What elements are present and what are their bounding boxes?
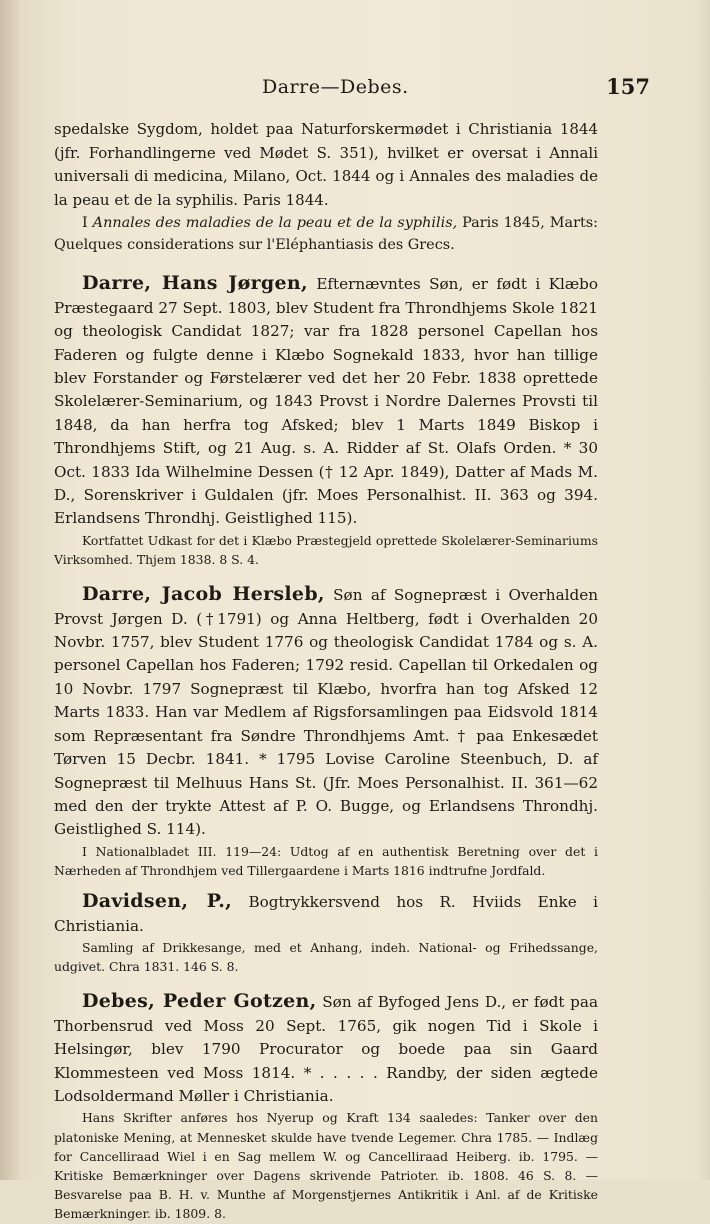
entry-name: Debes, Peder Gotzen, (82, 990, 317, 1013)
entry-text (54, 890, 598, 938)
entry-text (54, 272, 598, 530)
entry-name: Davidsen, P., (82, 890, 233, 913)
entry (54, 990, 598, 1223)
entry (54, 583, 598, 880)
intro-reference-journal: Annales des maladies de la peau et de la syphilis, (92, 215, 458, 232)
entry-bibliography: Samling af Drikkesange, med et Anhang, indeh. National- og Frihedssange, udgivet. Chra 1831. 146 S. 8. (54, 939, 598, 975)
entry-name: Darre, Jacob Hersleb, (82, 583, 325, 606)
entry (54, 272, 598, 569)
intro-reference (54, 212, 598, 256)
page-header (54, 74, 650, 104)
entry-text (54, 583, 598, 841)
entry-bibliography: I Nationalbladet III. 119—24: Udtog af en authentisk Beretning over det i Nærheden af Throndhjem ved Tillergaardene i Marts 1816 indtrufne Jordfald. (54, 843, 598, 878)
page-content (54, 118, 598, 1224)
intro-reference-rest: Paris 1845, Marts: Quelques considerations sur l'Eléphantiasis des Grecs. (54, 215, 598, 254)
entry-body: Søn af Byfoged Jens D., er født paa Thorbensrud ved Moss 20 Sept. 1765, gik nogen Tid i Skole i Helsingør, blev 1790 Procurator og boede paa sin Gaard Klommesteen ved Moss 1814. * . . . . . Randby, der siden ægtede Lodsoldermand Møller i Christiania. (54, 993, 598, 1105)
page-number: 157 (606, 74, 650, 99)
intro-reference-lead: I (82, 215, 93, 232)
entry-body: Bogtrykkersvend hos R. Hviids Enke i Christiania. (54, 893, 598, 935)
intro-paragraph: spedalske Sygdom, holdet paa Naturforskermødet i Christiania 1844 (jfr. Forhandlingerne ved Mødet S. 351), hvilket er oversat i Annali universali di medicina, Milano, Oct. 1844 og i Annales des maladies de la peau et de la syphilis. Paris 1844. (54, 120, 598, 209)
page-edge-shadow (696, 0, 710, 1180)
page-gutter-shadow (0, 0, 22, 1180)
entry-text (54, 990, 598, 1108)
entry-name: Darre, Hans Jørgen, (82, 272, 308, 295)
entry (54, 890, 598, 976)
entry-bibliography: Hans Skrifter anføres hos Nyerup og Kraft 134 saaledes: Tanker over den platoniske Mening, at Mennesket skulde have tvende Legemer. Chra 1785. — Indlæg for Cancelliraad Wiel i en Sag mellem W. og Cancelliraad Heiberg. ib. 1795. — Kritiske Bemærkninger over Dagens skrivende Patrioter. ib. 1808. 46 S. 8. — Besvarelse paa B. H. v. Munthe af Morgenstjernes Antikritik i Anl. af de Kritiske Bemærkninger. ib. 1809. 8. (54, 1110, 598, 1222)
entry-bibliography: Kortfattet Udkast for det i Klæbo Præstegjeld oprettede Skolelærer-Seminariums Virksomhed. Thjem 1838. 8 S. 4. (54, 532, 598, 568)
entry-body: Efternævntes Søn, er født i Klæbo Præstegaard 27 Sept. 1803, blev Student fra Throndhjems Skole 1821 og theologisk Candidat 1827; var fra 1828 personel Capellan hos Faderen og fulgte denne i Klæbo Sognekald 1833, hvor han tillige blev Forstander og Førstelærer ved det her 20 Febr. 1838 oprettede Skolelærer-Seminarium, og 1843 Provst i Nordre Dalernes Provsti til 1848, da han herfra tog Afsked; blev 1 Marts 1849 Biskop i Throndhjems Stift, og 21 Aug. s. A. Ridder af St. Olafs Orden. * 30 Oct. 1833 Ida Wilhelmine Dessen († 12 Apr. 1849), Datter af Mads M. D., Sorenskriver i Guldalen (jfr. Moes Personalhist. II. 363 og 394. Erlandsens Throndhj. Geistlighed 115). (54, 275, 599, 528)
running-head: Darre—Debes. (262, 76, 409, 98)
entry-body: Søn af Sognepræst i Overhalden Provst Jørgen D. (†1791) og Anna Heltberg, født i Overhalden 20 Novbr. 1757, blev Student 1776 og theologisk Candidat 1784 og s. A. personel Capellan hos Faderen; 1792 resid. Capellan til Orkedalen og 10 Novbr. 1797 Sognepræst til Klæbo, hvorfra han tog Afsked 12 Marts 1833. Han var Medlem af Rigsforsamlingen paa Eidsvold 1814 som Repræsentant fra Søndre Throndhjems Amt. † paa Enkesædet Tørven 15 Decbr. 1841. * 1795 Lovise Caroline Steenbuch, D. af Sognepræst til Melhuus Hans St. (Jfr. Moes Personalhist. II. 361—62 med den der trykte Attest af P. O. Bugge, og Erlandsens Throndhj. Geistlighed S. 114). (54, 586, 598, 839)
